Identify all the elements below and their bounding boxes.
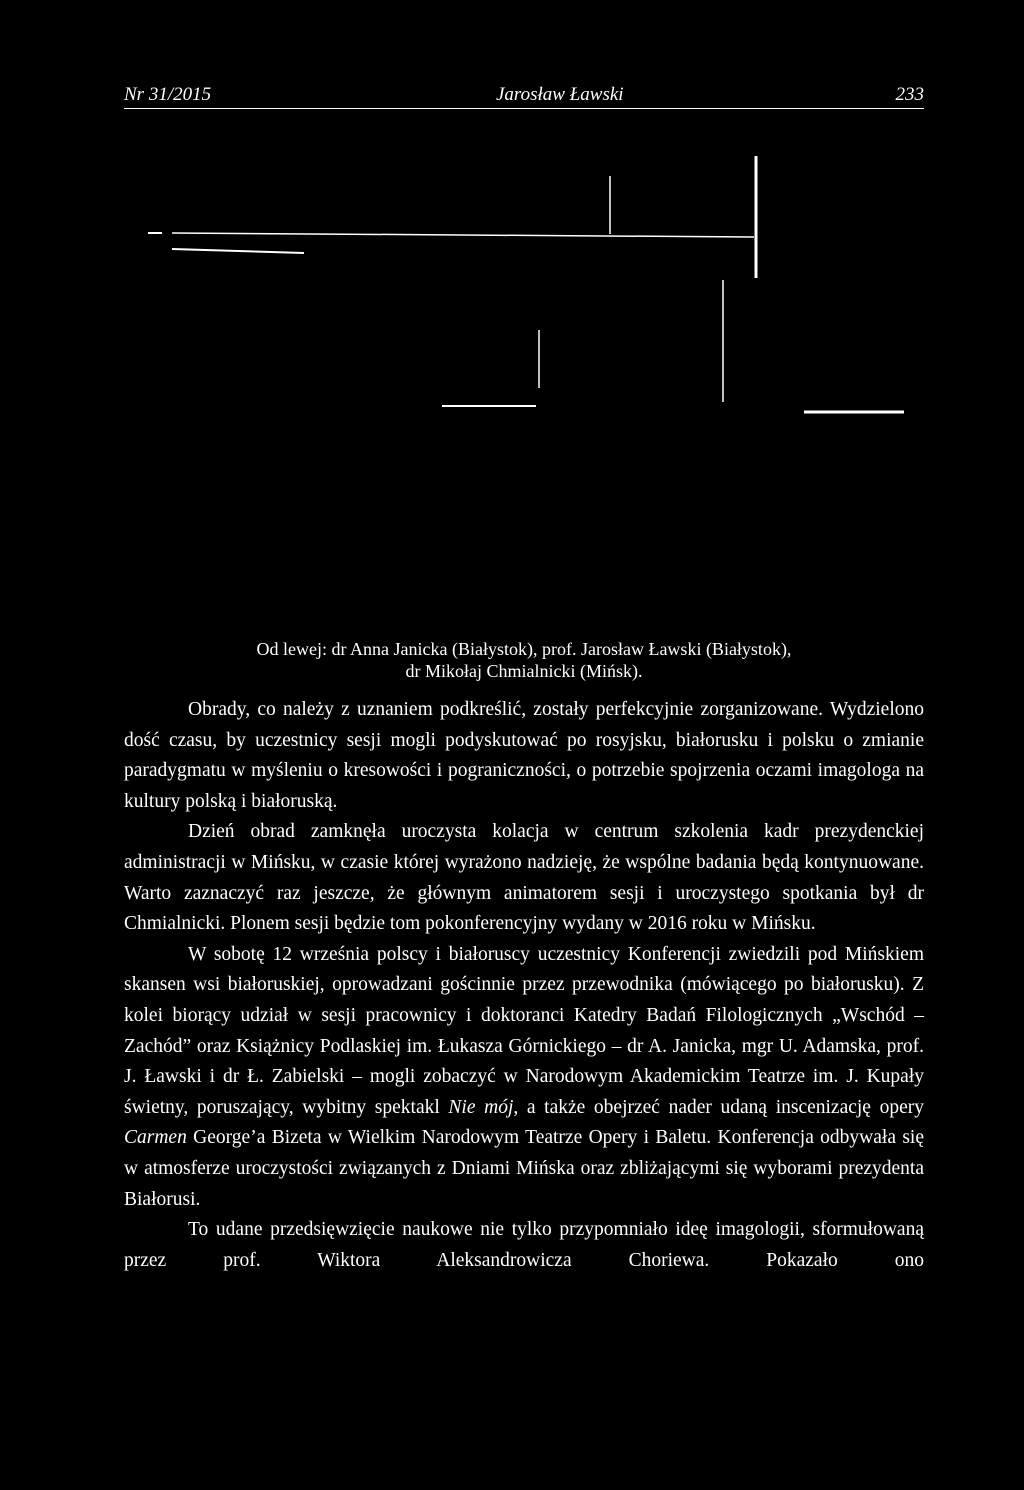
paragraph-3-text-b: , a także obejrzeć nader udaną inscenizację opery bbox=[513, 1096, 924, 1118]
issue-number: Nr 31/2015 bbox=[124, 84, 212, 105]
paragraph-1: Obrady, co należy z uznaniem podkreślić, zostały perfekcyjnie zorganizowane. Wydzielono dość czasu, by uczestnicy sesji mogli podyskutować po rosyjsku, białorusku i polsku o zmianie paradygmatu w myśleniu o kresowości i pograniczności, o potrzebie spojrzenia oczami imagologa na kultury polską i białoruską. bbox=[124, 699, 924, 812]
paragraph-3-text-a: W sobotę 12 września polscy i białoruscy uczestnicy Konferencji zwiedzili pod Mińskiem skansen wsi białoruskiej, oprowadzani gościnnie przez przewodnika (mówiącego po białorusku). Z kolei biorący udział w sesji pracownicy i doktoranci Katedry Badań Filologicznych „Wschód – Zachód” oraz Książnicy Podlaskiej im. Łukasza Górnickiego – dr A. Janicka, mgr U. Adamska, prof. J. Ławski i dr Ł. Zabielski – mogli zobaczyć w Narodowym Akademickim Teatrze im. J. Kupały świetny, poruszający, wybitny spektakl bbox=[124, 943, 924, 1118]
paragraph-2: Dzień obrad zamknęła uroczysta kolacja w centrum szkolenia kadr prezydenckiej administracji w Mińsku, w czasie której wyrażono nadzieję, że wspólne badania będą kontynuowane. Warto zaznaczyć raz jeszcze, że głównym animatorem sesji i uroczystego spotkania był dr Chmialnicki. Plonem sesji będzie tom pokonferencyjny wydany w 2016 roku w Mińsku. bbox=[124, 821, 924, 935]
page-number: 233 bbox=[895, 84, 924, 105]
paragraph-4: To udane przedsięwzięcie naukowe nie tylko przypomniało ideę imagologii, sformułowaną przez prof. Wiktora Aleksandrowicza Choriewa. Pokazało ono bbox=[124, 1219, 924, 1271]
author-name: Jarosław Ławski bbox=[496, 84, 624, 105]
title-nie-moj: Nie mój bbox=[448, 1096, 514, 1118]
paragraph-3-text-c: George’a Bizeta w Wielkim Narodowym Teatrze Opery i Baletu. Konferencja odbywała się w atmosferze uroczystości związanych z Dniami Mińska oraz zbliżającymi się wyborami prezydenta Białorusi. bbox=[124, 1127, 924, 1210]
conference-photo bbox=[124, 140, 924, 620]
caption-line-1: Od lewej: dr Anna Janicka (Białystok), prof. Jarosław Ławski (Białystok), bbox=[256, 639, 792, 659]
photo-caption bbox=[124, 638, 924, 682]
running-header bbox=[124, 84, 924, 109]
photo-dark-image bbox=[124, 140, 924, 620]
title-carmen: Carmen bbox=[124, 1127, 187, 1149]
paragraph-3 bbox=[124, 940, 924, 1215]
article-body bbox=[124, 695, 924, 1276]
caption-line-2: dr Mikołaj Chmialnicki (Mińsk). bbox=[405, 661, 643, 681]
